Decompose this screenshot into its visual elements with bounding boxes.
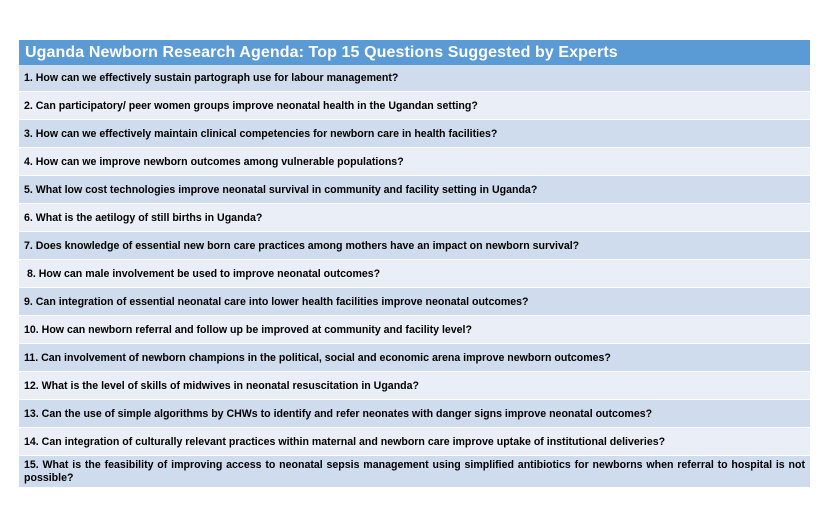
question-row-9: [19, 288, 810, 316]
question-text: 5. What low cost technologies improve neonatal survival in community and facility setting in Uganda?: [24, 183, 538, 196]
question-row-1: [19, 65, 810, 92]
question-text: 6. What is the aetilogy of still births in Uganda?: [24, 211, 263, 224]
table-title: Uganda Newborn Research Agenda: Top 15 Questions Suggested by Experts: [19, 40, 810, 65]
question-row-13: [19, 400, 810, 428]
question-row-10: [19, 316, 810, 344]
question-row-4: [19, 148, 810, 176]
question-row-14: [19, 428, 810, 456]
question-text: 8. How can male involvement be used to improve neonatal outcomes?: [24, 267, 381, 280]
question-text: 1. How can we effectively sustain partograph use for labour management?: [24, 72, 399, 84]
question-text: 12. What is the level of skills of midwives in neonatal resuscitation in Uganda?: [24, 379, 420, 392]
question-text: 15. What is the feasibility of improving access to neonatal sepsis management using simplified antibiotics for newborns when referral to hospital is not possible?: [24, 458, 805, 484]
question-text: 7. Does knowledge of essential new born care practices among mothers have an impact on newborn survival?: [24, 239, 580, 252]
question-text: 3. How can we effectively maintain clinical competencies for newborn care in health facilities?: [24, 127, 498, 140]
question-text: 10. How can newborn referral and follow up be improved at community and facility level?: [24, 323, 472, 336]
question-text: 11. Can involvement of newborn champions in the political, social and economic arena improve newborn outcomes?: [24, 351, 611, 364]
question-text: 14. Can integration of culturally relevant practices within maternal and newborn care improve uptake of institutional deliveries?: [24, 435, 666, 448]
question-row-6: [19, 204, 810, 232]
question-row-15: [19, 456, 810, 488]
question-row-11: [19, 344, 810, 372]
question-row-8: [19, 260, 810, 288]
question-row-12: [19, 372, 810, 400]
question-text: 4. How can we improve newborn outcomes among vulnerable populations?: [24, 155, 404, 168]
question-row-5: [19, 176, 810, 204]
question-text: 2. Can participatory/ peer women groups improve neonatal health in the Ugandan setting?: [24, 99, 478, 112]
question-row-7: [19, 232, 810, 260]
question-row-3: [19, 120, 810, 148]
question-text: 9. Can integration of essential neonatal care into lower health facilities improve neonatal outcomes?: [24, 295, 529, 308]
question-text: 13. Can the use of simple algorithms by CHWs to identify and refer neonates with danger signs improve neonatal outcomes?: [24, 407, 653, 420]
research-agenda-table: [19, 40, 810, 488]
question-row-2: [19, 92, 810, 120]
